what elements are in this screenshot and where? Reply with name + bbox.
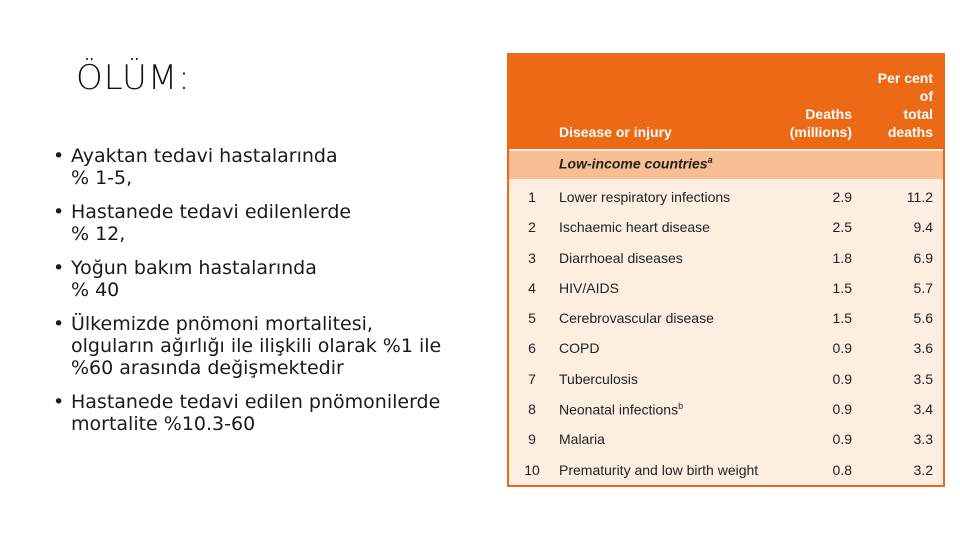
bullet-item (50, 145, 500, 189)
row-disease-name (559, 189, 730, 205)
row-footnote: b (678, 401, 684, 412)
group-label (559, 155, 713, 172)
row-disease-name (559, 431, 605, 447)
bullet-line: olguların ağırlığı ile ilişkili olarak %1 ile (71, 335, 442, 357)
row-disease-text: Neonatal infections (559, 401, 679, 418)
header-percent-line: Per cent (877, 70, 933, 86)
bullet-line: • Hastanede tedavi edilen pnömonilerde (71, 391, 441, 413)
row-deaths: 2.5 (832, 219, 852, 236)
header-percent-line: total (903, 106, 933, 122)
row-percent: 3.3 (913, 431, 933, 448)
table-row (509, 334, 943, 364)
header-percent-line: deaths (887, 124, 933, 140)
row-deaths: 1.8 (832, 249, 852, 266)
row-rank: 1 (528, 189, 536, 205)
table-row (509, 304, 943, 334)
bullet-line: • Ülkemizde pnömoni mortalitesi, (71, 313, 373, 335)
table-row (509, 456, 943, 486)
row-rank: 7 (528, 370, 536, 387)
row-rank: 10 (524, 461, 540, 478)
group-footnote: a (707, 155, 713, 165)
row-deaths: 0.8 (832, 461, 852, 478)
bullet-line: % 12, (71, 223, 126, 245)
row-percent: 3.6 (913, 340, 933, 357)
table-row (509, 244, 943, 274)
row-percent: 11.2 (906, 189, 933, 205)
table-row (509, 425, 943, 455)
table-row (509, 395, 943, 425)
row-deaths: 0.9 (832, 431, 852, 448)
bullet-item (50, 391, 500, 435)
row-disease-text: COPD (559, 340, 600, 357)
header-percent-line: of (919, 88, 933, 104)
row-deaths: 0.9 (832, 401, 852, 418)
bullet-item (50, 313, 500, 379)
row-disease-name (559, 219, 710, 235)
row-disease-text: Lower respiratory infections (559, 189, 731, 205)
row-disease-text: Diarrhoeal diseases (559, 249, 683, 266)
row-rank: 6 (528, 340, 536, 357)
bullet-line: • Ayaktan tedavi hastalarında (71, 145, 338, 167)
row-disease-name (559, 371, 638, 387)
bullet-line: • Hastanede tedavi edilenlerde (71, 201, 352, 223)
table-row (509, 365, 943, 395)
bullet-item (50, 257, 500, 301)
row-disease-text: Prematurity and low birth weight (559, 461, 759, 478)
row-percent: 9.4 (913, 219, 933, 236)
row-percent: 6.9 (913, 249, 933, 266)
row-deaths: 2.9 (832, 189, 852, 205)
row-disease-name (559, 340, 599, 356)
row-disease-name (559, 280, 619, 296)
bullet-line: %60 arasında değişmektedir (71, 357, 344, 379)
row-rank: 8 (528, 401, 536, 418)
header-percent (878, 69, 933, 141)
row-disease-name (559, 250, 683, 266)
bullet-line: • Yoğun bakım hastalarında (71, 257, 317, 279)
row-disease-text: HIV/AIDS (559, 279, 619, 296)
row-deaths: 0.9 (832, 370, 852, 387)
table-body (509, 183, 943, 486)
mortality-table (507, 53, 945, 487)
row-disease-name (559, 462, 758, 478)
header-deaths-line: (millions) (789, 124, 852, 140)
group-label-text: Low-income countries (559, 155, 708, 172)
bullet-line: % 1-5, (71, 167, 133, 189)
header-deaths-line: Deaths (805, 106, 852, 122)
row-rank: 4 (528, 279, 536, 296)
row-percent: 5.6 (913, 310, 933, 327)
row-deaths: 0.9 (832, 340, 852, 357)
header-disease: Disease or injury (559, 124, 672, 140)
row-rank: 2 (528, 219, 536, 236)
row-disease-text: Cerebrovascular disease (559, 310, 714, 327)
bullet-item (50, 201, 500, 245)
header-deaths (790, 105, 852, 141)
table-header (509, 55, 943, 149)
row-deaths: 1.5 (832, 310, 852, 327)
table-row (509, 274, 943, 304)
row-disease-name (559, 401, 683, 418)
bullet-list (50, 145, 500, 447)
table-row (509, 213, 943, 243)
table-row (509, 183, 943, 213)
group-row (509, 151, 943, 179)
row-disease-text: Ischaemic heart disease (559, 219, 710, 236)
row-percent: 3.5 (913, 370, 933, 387)
row-rank: 9 (528, 431, 536, 448)
row-rank: 5 (528, 310, 536, 327)
row-disease-text: Malaria (559, 431, 605, 448)
row-deaths: 1.5 (832, 279, 852, 296)
row-percent: 5.7 (913, 279, 933, 296)
bullet-line: % 40 (71, 279, 120, 301)
slide-title: ÖLÜM: (76, 58, 191, 98)
row-percent: 3.4 (913, 401, 933, 418)
row-disease-text: Tuberculosis (559, 370, 638, 387)
bullet-line: mortalite %10.3-60 (71, 413, 256, 435)
row-percent: 3.2 (913, 461, 933, 478)
row-rank: 3 (528, 249, 536, 266)
row-disease-name (559, 310, 714, 326)
